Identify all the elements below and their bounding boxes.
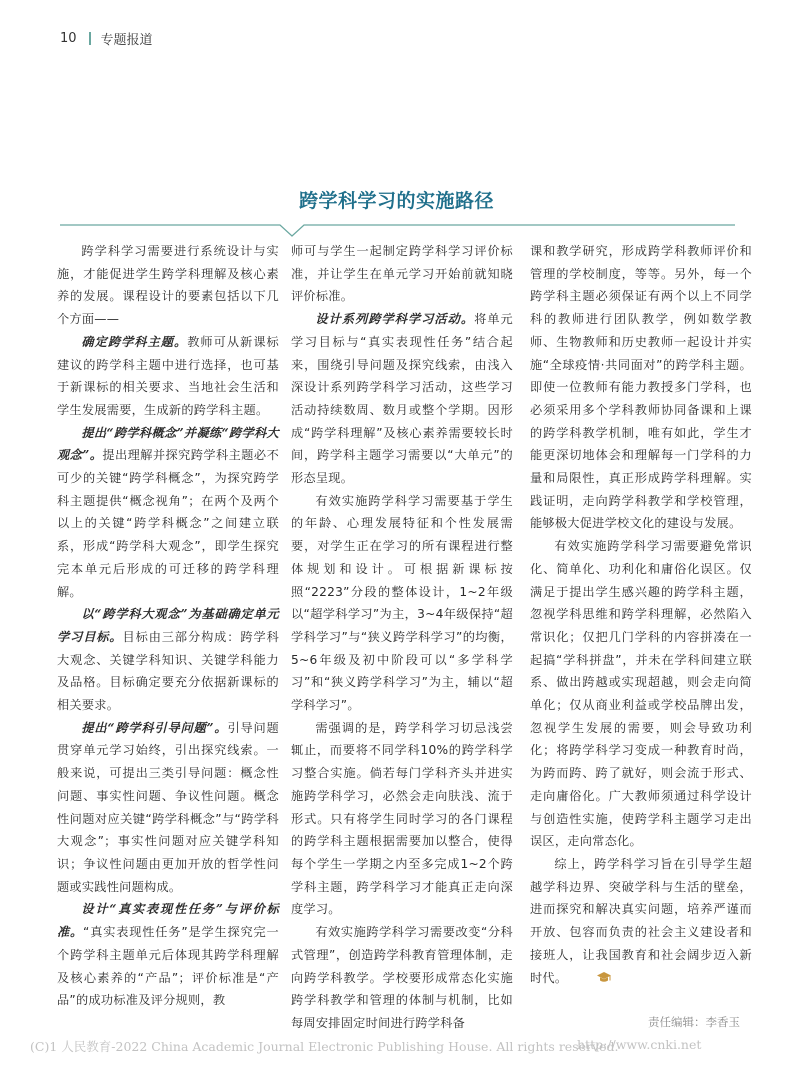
paragraph-text: 提出理解并探究跨学科主题必不可少的关键“跨学科概念”，为探究跨学科主题提供“概念视角”；在两个及两个以上的关键“跨学科概念”之间建立联系，形成“跨学科大观念”，即学生探究完本单元后形成的可迁移的跨学科理解。 [57, 448, 280, 599]
paragraph-text: 课和教学研究，形成跨学科教师评价和管理的学校制度，等等。另外，每一个跨学科主题必须保证有两个以上不同学科的教师进行团队教学，例如数学教师、生物教师和历史教师一起设计并实施“全球疫情·共同面对”的跨学科主题。即使一位教师有能力教授多门学科，也必须采用多个学科教师协同备课和上课的跨学科教学机制，唯有如此，学生才能更深切地体会和理解每一门学科的力量和局限性，真正形成跨学科理解。实践证明，走向跨学科教学和学校管理，能够极大促进学校文化的建设与发展。 [530, 244, 752, 531]
running-header [60, 28, 153, 48]
header-divider [89, 32, 91, 45]
paragraph-text: 有效实施跨学科学习需要改变“分科式管理”，创造跨学科教育管理体制，走向跨学科教学。学校要形成常态化实施跨学科教学和管理的体制与机制，比如每周安排固定时间进行跨学科备 [291, 925, 513, 1030]
article-paragraph [57, 717, 279, 899]
graduation-cap-icon [571, 969, 611, 992]
paragraph-lead: 设计“真实表现性任务”与评价标准。 [57, 902, 279, 940]
copyright-footer [30, 1037, 710, 1055]
paragraph-text: 有效实施跨学科学习需要基于学生的年龄、心理发展特征和个性发展需要，对学生正在学习的所有课程进行整体规划和设计。可根据新课标按照“2223”分段的整体设计，1~2年级以“超学科学习”为主，3~4年级保持“超学科学习”与“狭义跨学科学习”的均衡，5~6年级及初中阶段可以“多学科学习”和“狭义跨学科学习”为主，辅以“超学科学习”。 [291, 493, 513, 713]
paragraph-lead: 确定跨学科主题。 [81, 334, 188, 349]
copyright-text: -2022 China Academic Journal Electronic Publishing House. All rights reserved. [111, 1039, 619, 1054]
paragraph-text: 需强调的是，跨学科学习切忌浅尝辄止，而要将不同学科10%的跨学科学习整合实施。倘若每门学科齐头并进实施跨学科学习，必然会走向肤浅、流于形式。只有将学生同时学习的各门课程的跨学科主题根据需要加以整合，使得每个学生一学期之内至多完成1~2个跨学科主题，跨学科学习才能真正走向深度学习。 [291, 720, 513, 917]
paragraph-lead: 提出“跨学科概念”并凝练“跨学科大观念”。 [57, 425, 279, 463]
paragraph-text: 师可与学生一起制定跨学科学习评价标准，并让学生在单元学习开始前就知晓评价标准。 [291, 244, 513, 304]
article-paragraph [291, 921, 513, 1035]
paragraph-text: 综上，跨学科学习旨在引导学生超越学科边界、突破学科与生活的壁垒，进而探究和解决真实问题，培养严谨而开放、包容而负责的社会主义建设者和接班人，让我国教育和社会阔步迈入新时代。 [530, 856, 752, 985]
article-paragraph [291, 240, 513, 308]
article-paragraph [291, 308, 513, 490]
article-paragraph [291, 717, 513, 921]
cnki-url: http://www.cnki.net [577, 1037, 702, 1052]
paragraph-text: 教师可从新课标建议的跨学科主题中进行选择，也可基于新课标的相关要求、当地社会生活和学生发展需要，生成新的跨学科主题。 [57, 334, 279, 417]
paragraph-lead: 设计系列跨学科学习活动。 [315, 312, 475, 327]
section-label: 专题报道 [100, 32, 153, 48]
column-1 [57, 240, 279, 1012]
paragraph-text: 将单元学习目标与“真实表现性任务”结合起来，围绕引导问题及探究线索，由浅入深设计系列跨学科学习活动，这些学习活动持续数周、数月或整个学期。因形成“跨学科理解”及核心素养需要较长时间，跨学科主题学习需要以“大单元”的形态呈现。 [291, 312, 513, 486]
article-paragraph [57, 422, 279, 604]
paragraph-text: “真实表现性任务”是学生探究完一个跨学科主题单元后体现其跨学科理解及核心素养的“产品”；评价标准是“产品”的成功标准及评分规则，教 [57, 925, 279, 1008]
paragraph-text: 目标由三部分构成：跨学科大观念、关键学科知识、关键学科能力及品格。目标确定要充分依据新课标的相关要求。 [57, 629, 280, 713]
article-paragraph [57, 603, 279, 717]
article-paragraph [57, 331, 279, 422]
article-paragraph [530, 853, 752, 991]
page-number: 10 [60, 30, 77, 46]
paragraph-text: 跨学科学习需要进行系统设计与实施，才能促进学生跨学科理解及核心素养的发展。课程设计的要素包括以下几个方面—— [57, 244, 279, 327]
column-3 [530, 240, 752, 991]
article-paragraph [57, 240, 279, 331]
column-2 [291, 240, 513, 1035]
magazine-mark: 人民教育 [61, 1039, 112, 1054]
paragraph-lead: 提出“跨学科引导问题”。 [81, 720, 228, 735]
article-paragraph [291, 490, 513, 717]
paragraph-text: 引导问题贯穿单元学习始终，引出探究线索。一般来说，可提出三类引导问题：概念性问题、事实性问题、争议性问题。概念性问题对应关键“跨学科概念”与“跨学科大观念”；事实性问题对应关键学科知识；争议性问题由更加开放的哲学性问题或实践性问题构成。 [57, 720, 279, 894]
paragraph-lead: 以“跨学科大观念”为基础确定单元学习目标。 [57, 607, 279, 644]
copyright-start: (C)1 [30, 1039, 58, 1054]
article-paragraph [530, 240, 752, 535]
paragraph-text: 有效实施跨学科学习需要避免常识化、简单化、功利化和庸俗化误区。仅满足于提出学生感兴趣的跨学科主题，忽视学科思维和跨学科理解，必然陷入常识化；仅把几门学科的内容拼凑在一起搞“学科拼盘”，并未在学科间建立联系、做出跨越或实现超越，则会走向简单化；仅从商业利益或学校品牌出发，忽视学生发展的需要，则会导致功利化；将跨学科学习变成一种教育时尚，为跨而跨、跨了就好，则会流于形式、走向庸俗化。广大教师须通过科学设计与创造性实施，使跨学科主题学习走出误区，走向常态化。 [530, 539, 752, 849]
article-title: 跨学科学习的实施路径 [298, 190, 494, 212]
article-paragraph [530, 535, 752, 853]
article-paragraph [57, 898, 279, 1012]
editor-credit: 责任编辑：李香玉 [648, 1015, 740, 1029]
title-rule [60, 203, 735, 239]
